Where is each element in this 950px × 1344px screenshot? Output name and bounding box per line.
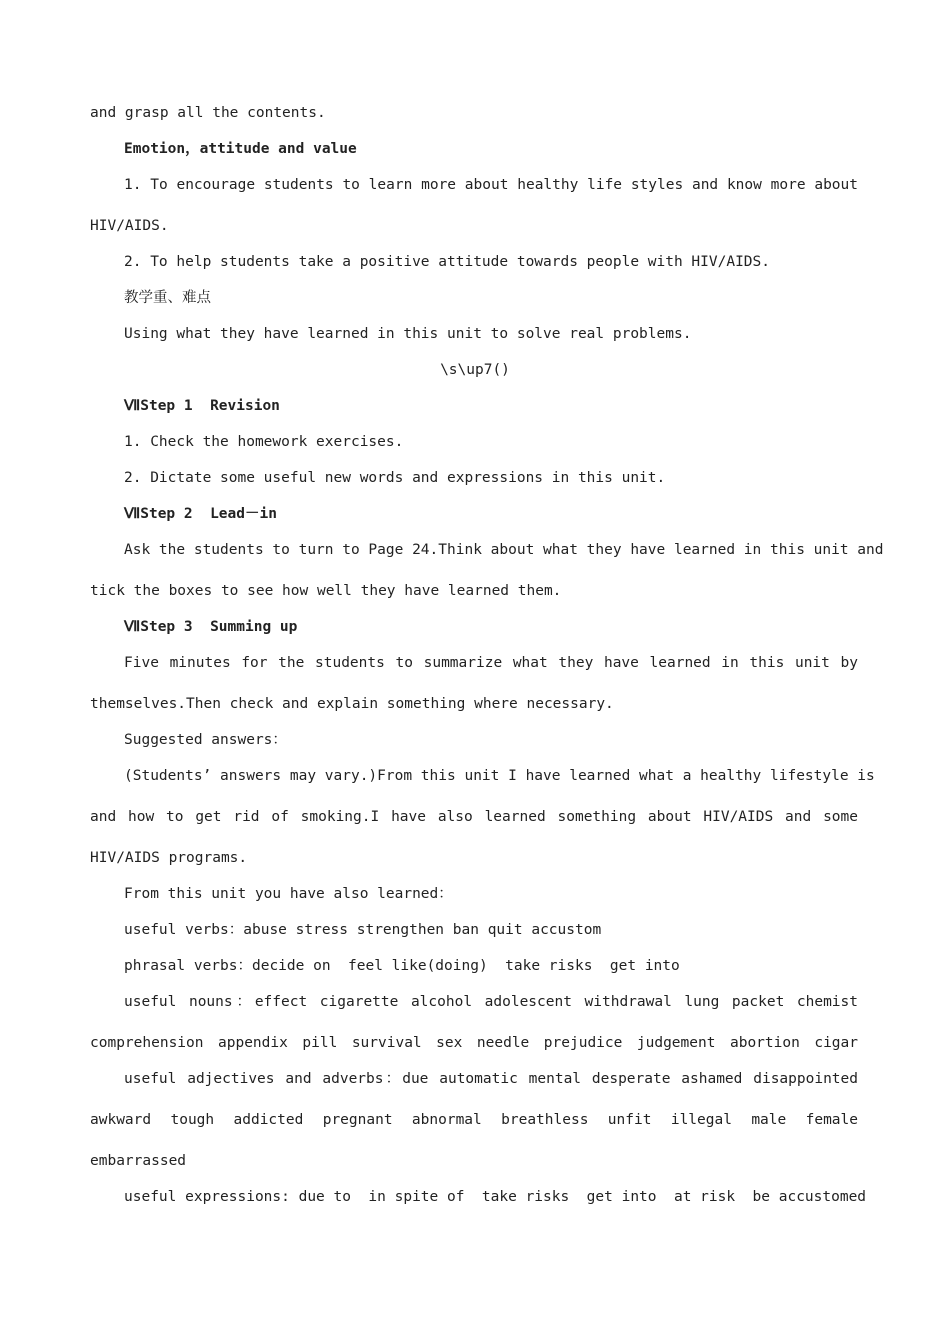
useful-adjectives-end: embarrassed	[90, 1153, 187, 1169]
intro-tail: and grasp all the contents.	[90, 105, 326, 121]
useful-nouns-cont: comprehension appendix pill survival sex needle prejudice judgement abortion cigar	[90, 1035, 858, 1051]
emotion-item-2: 2. To help students take a positive attitude towards people with HIV/AIDS.	[124, 254, 771, 270]
key-points-heading: 教学重、难点	[124, 290, 211, 306]
answer-text-end: HIV/AIDS programs.	[90, 850, 248, 866]
suggested-answers-label: Suggested answers：	[124, 732, 287, 748]
step1-item-2: 2. Dictate some useful new words and expressions in this unit.	[124, 470, 666, 486]
answer-text: (Students’ answers may vary.)From this unit I have learned what a healthy lifestyle is	[124, 768, 875, 784]
step3-text-cont: themselves.Then check and explain something where necessary.	[90, 696, 614, 712]
step3-text: Five minutes for the students to summarize what they have learned in this unit by	[124, 655, 858, 671]
field-code: \s\up7()	[440, 362, 510, 378]
key-points-text: Using what they have learned in this unit to solve real problems.	[124, 326, 692, 342]
phrasal-verbs: phrasal verbs：decide on feel like(doing) take risks get into	[124, 958, 680, 974]
step2-text-cont: tick the boxes to see how well they have learned them.	[90, 583, 562, 599]
useful-adjectives-cont: awkward tough addicted pregnant abnormal breathless unfit illegal male female	[90, 1112, 858, 1128]
useful-verbs: useful verbs：abuse stress strengthen ban quit accustom	[124, 922, 602, 938]
step1-item-1: 1. Check the homework exercises.	[124, 434, 404, 450]
emotion-heading: Emotion，attitude and value	[124, 141, 357, 157]
emotion-item-1: 1. To encourage students to learn more about healthy life styles and know more about	[124, 177, 858, 193]
emotion-item-1-cont: HIV/AIDS.	[90, 218, 169, 234]
useful-adjectives: useful adjectives and adverbs：due automatic mental desperate ashamed disappointed	[124, 1071, 858, 1087]
useful-nouns: useful nouns：effect cigarette alcohol adolescent withdrawal lung packet chemist	[124, 994, 858, 1010]
also-learned-label: From this unit you have also learned：	[124, 886, 453, 902]
step1-heading: ⅦStep 1 Revision	[124, 398, 280, 414]
step2-text: Ask the students to turn to Page 24.Think about what they have learned in this unit and	[124, 542, 884, 558]
step3-heading: ⅦStep 3 Summing up	[124, 619, 298, 635]
answer-text-cont: and how to get rid of smoking.I have also learned something about HIV/AIDS and some	[90, 809, 858, 825]
useful-expressions: useful expressions: due to in spite of take risks get into at risk be accustomed	[124, 1189, 867, 1205]
step2-heading: ⅦStep 2 Lead－in	[124, 506, 277, 522]
